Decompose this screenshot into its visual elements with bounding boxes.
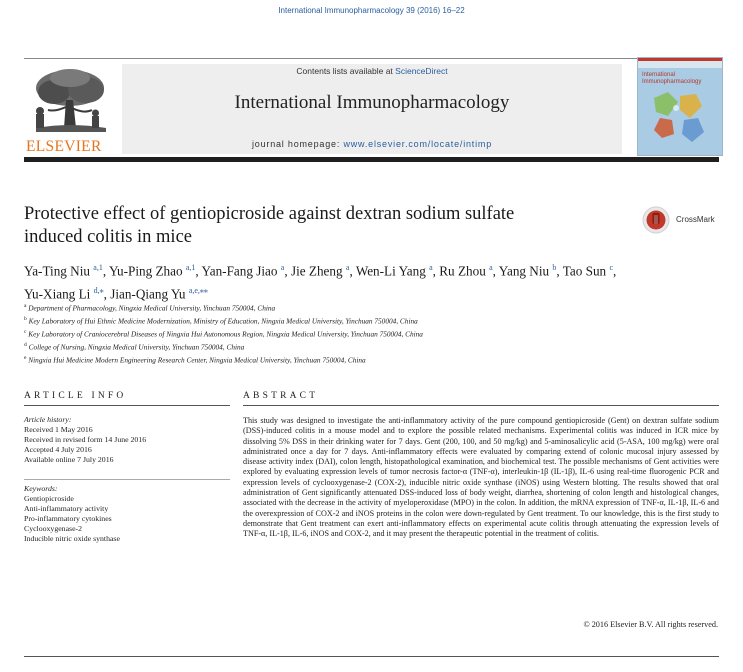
keyword-item: Anti-inflammatory activity (24, 504, 109, 513)
sciencedirect-link[interactable]: ScienceDirect (395, 66, 448, 76)
article-info-divider (24, 479, 230, 480)
author-affiliation-mark[interactable]: a,1 (185, 263, 196, 272)
elsevier-tree-logo (26, 66, 114, 138)
keyword-item: Gentiopicroside (24, 494, 74, 503)
author-name[interactable]: Tao Sun (562, 263, 607, 279)
affiliation-mark: a (24, 303, 27, 309)
author-name[interactable]: Ru Zhou (439, 263, 486, 279)
author-affiliation-mark[interactable]: a (489, 263, 493, 272)
author-separator: , (195, 263, 202, 279)
history-label: Article history: (24, 415, 72, 424)
history-accepted: Accepted 4 July 2016 (24, 445, 92, 454)
keywords (24, 484, 230, 544)
author-name[interactable]: Wen-Li Yang (355, 263, 426, 279)
article-title-line1: Protective effect of gentiopicroside against dextran sodium sulfate (24, 204, 515, 224)
keyword-item: Inducible nitric oxide synthase (24, 534, 120, 543)
header-top-rule (24, 58, 719, 59)
contents-availability (122, 66, 622, 76)
abstract-rule (243, 405, 719, 406)
author-affiliation-mark[interactable]: a (345, 263, 350, 272)
homepage-link[interactable]: www.elsevier.com/locate/intimp (343, 139, 492, 149)
affiliation-list (24, 301, 724, 366)
author-name[interactable]: Yu-Xiang Li (24, 286, 91, 302)
affiliation-item (24, 301, 724, 314)
page-bottom-rule (24, 656, 719, 657)
article-title-line2: induced colitis in mice (24, 227, 192, 247)
author-name[interactable]: Yang Niu (498, 263, 550, 279)
affiliation-text: Ningxia Hui Medicine Modern Engineering Research Center, Ningxia Medical University, Yinchuan 750004, China (26, 355, 366, 365)
affiliation-mark: e (24, 355, 27, 362)
abstract-heading: ABSTRACT (243, 391, 319, 401)
author-separator: , (349, 263, 356, 279)
author-separator: , (613, 263, 617, 279)
crossmark-icon[interactable] (641, 205, 671, 235)
journal-homepage (122, 139, 622, 149)
author-affiliation-mark[interactable]: a (280, 263, 285, 272)
affiliation-text: College of Nursing, Ningxia Medical University, Yinchuan 750004, China (26, 342, 245, 352)
history-revised: Received in revised form 14 June 2016 (24, 435, 147, 444)
author-name[interactable]: Ya-Ting Niu (24, 263, 90, 279)
affiliation-mark: c (24, 329, 27, 336)
author-separator: , (284, 263, 291, 279)
author-separator: , (102, 263, 109, 279)
crossmark-label[interactable]: CrossMark (676, 215, 715, 224)
author-name[interactable]: Yu-Ping Zhao (108, 263, 183, 279)
homepage-prefix: journal homepage: (251, 139, 344, 149)
author-separator: , (103, 286, 111, 302)
cover-title-line1: International (642, 72, 676, 78)
journal-cover-thumbnail[interactable] (637, 57, 723, 156)
affiliation-text: Key Laboratory of Hui Ethnic Medicine Modernization, Ministry of Education, Ningxia Medical University, Yinchuan 750004, China (26, 316, 418, 326)
author-list (24, 258, 724, 305)
copyright-notice: © 2016 Elsevier B.V. All rights reserved. (583, 620, 718, 629)
header-bottom-rule (24, 157, 719, 162)
author-affiliation-mark[interactable]: b (552, 263, 557, 272)
publisher-name: ELSEVIER (26, 138, 102, 155)
affiliation-item (24, 340, 724, 353)
abstract-text: This study was designed to investigate the anti-inflammatory activity of the pure compound gentiopicroside (Gent) on dextran sulfate sodium (DSS)-induced colitis in a mouse model and to explore the possible related mechanisms. Experimental colitis was induced in ICR mice by dissolving 5% DSS in their drinking water for 7 days. Gent (200, 100, and 50 mg/kg) and 5-aminosalicylic acid (5-ASA, 100 mg/kg) were oral administrated once a day for 7 days. Anti-inflammatory effects were evaluated by comparing extend of colonic mucosal injury assessed by disease activity index (DAI), colon length, histopathological examination, and biochemical test. The possible mechanisms of Gent activities were explored by evaluating expression levels of tumor necrosis factor-α (TNF-α), interleukin-1β (IL-1β), IL-6 using real-time fluorogenic PCR and expression levels of cyclooxygenase-2 (COX-2), inducible nitric oxide synthase (iNOS) using Western blotting. The results showed that oral administration of Gent significantly attenuated DSS-induced loss of body weight, diarrhea, shortening of colon length and histological changes, associated with the decrease in the activity of myeloperoxidase (MPO) in the colon. In addition, the mRNA expression of TNF-α, IL-1β, IL-6 and the overexpression of COX-2 and iNOS proteins in the colon were down-regulated by Gent treatment. To our knowledge, this is the first study to demonstrate that Gent treatment can exert anti-inflammatory effects on experimental acute colitis through attenuating the expression levels of TNF-α, IL-1β, IL-6, iNOS and COX-2, and it may present the therapeutic potential in the treatment of colitis. (243, 416, 719, 539)
author-name[interactable]: Yan-Fang Jiao (201, 263, 278, 279)
affiliation-mark: b (24, 316, 27, 323)
author-affiliation-mark[interactable]: a (429, 263, 433, 272)
contents-prefix: Contents lists available at (296, 66, 396, 76)
cover-title-line2: Immunopharmacology (642, 79, 702, 85)
cover-title (642, 72, 701, 86)
keyword-item: Cyclooxygenase-2 (24, 524, 83, 533)
author-affiliation-mark[interactable]: a,e,⁎⁎ (188, 286, 208, 296)
author-separator: , (432, 263, 440, 279)
journal-title: International Immunopharmacology (234, 92, 510, 113)
author-separator: , (492, 263, 499, 279)
affiliation-item (24, 353, 724, 366)
keyword-item: Pro-inflammatory cytokines (24, 514, 112, 523)
affiliation-item (24, 314, 724, 327)
author-affiliation-mark[interactable]: d,⁎ (93, 286, 104, 296)
author-affiliation-mark[interactable]: c (609, 263, 614, 272)
article-title (24, 203, 584, 249)
article-info-heading: ARTICLE INFO (24, 391, 127, 401)
history-online: Available online 7 July 2016 (24, 455, 114, 464)
article-history (24, 415, 230, 465)
history-received: Received 1 May 2016 (24, 425, 93, 434)
affiliation-mark: d (24, 342, 27, 349)
author-name[interactable]: Jian-Qiang Yu (110, 286, 186, 302)
affiliation-text: Department of Pharmacology, Ningxia Medical University, Yinchuan 750004, China (26, 303, 276, 313)
author-separator: , (556, 263, 563, 279)
affiliation-text: Key Laboratory of Craniocerebral Diseases of Ningxia Hui Autonomous Region, Ningxia Medical University, Yinchuan 750004, China (26, 329, 423, 339)
affiliation-item (24, 327, 724, 340)
author-name[interactable]: Jie Zheng (290, 263, 343, 279)
author-affiliation-mark[interactable]: a,1 (93, 263, 103, 272)
keywords-label: Keywords: (24, 484, 58, 493)
journal-citation[interactable]: International Immunopharmacology 39 (2016) 16–22 (278, 6, 465, 15)
article-info-rule (24, 405, 230, 406)
